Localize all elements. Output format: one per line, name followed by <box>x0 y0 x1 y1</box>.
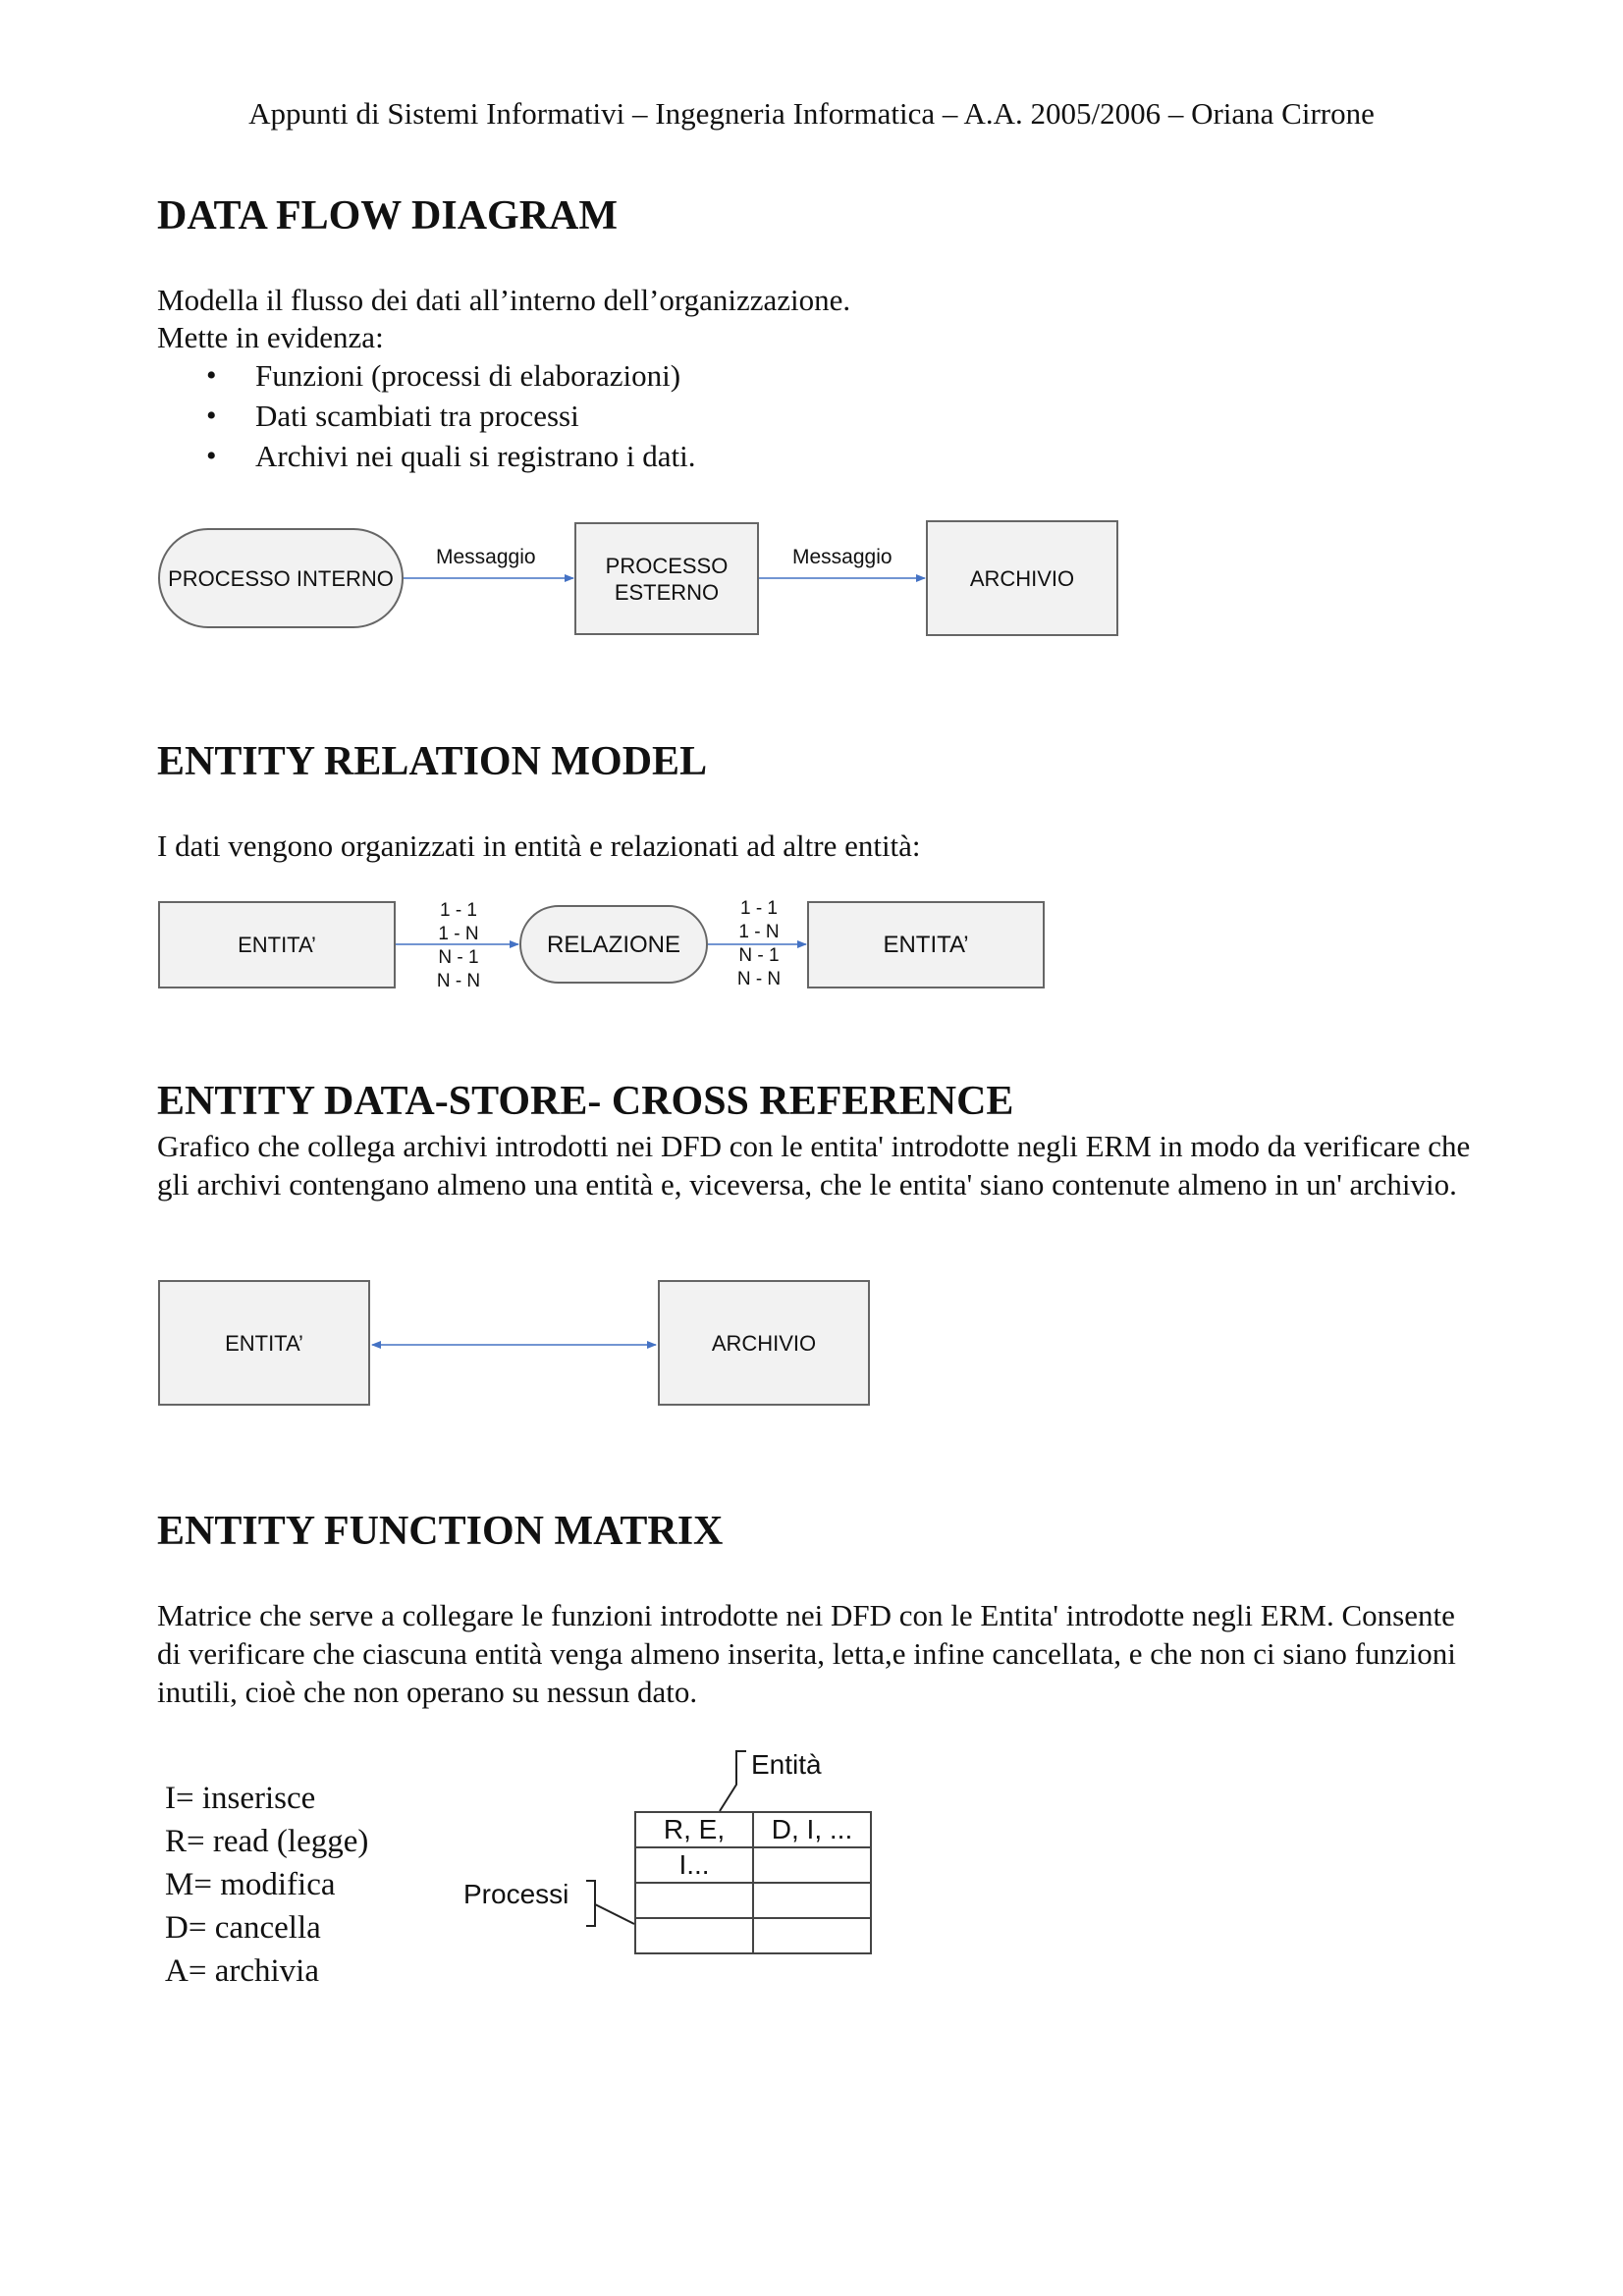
cardinality-item: N - N <box>436 971 481 991</box>
matrix-cell-text-3: I... <box>678 1849 710 1880</box>
dfd-intro-2: Mette in evidenza: <box>157 320 384 354</box>
cardinality-item: N - 1 <box>738 945 780 966</box>
callout-process-bracket <box>586 1881 595 1926</box>
section-title-cross-reference: ENTITY DATA-STORE- CROSS REFERENCE <box>157 1079 1014 1124</box>
section-title-efm: ENTITY FUNCTION MATRIX <box>157 1509 724 1554</box>
dfd-edge-label-2: Messaggio <box>792 546 893 568</box>
matrix-callout-entity: Entità <box>751 1749 822 1780</box>
dfd-node-archive-label: ARCHIVIO <box>969 565 1075 591</box>
matrix-cell-text-2: D, I, ... <box>771 1814 853 1844</box>
legend-item: M= modifica <box>165 1867 336 1902</box>
callout-entity-line <box>720 1751 746 1811</box>
legend-item: I= inserisce <box>165 1781 316 1816</box>
erm-entity-right-label: ENTITA’ <box>883 932 969 958</box>
matrix-callout-process: Processi <box>463 1879 569 1909</box>
legend-item: R= read (legge) <box>165 1824 369 1859</box>
dfd-node-internal-process-label: PROCESSO INTERNO <box>168 565 394 591</box>
dfd-edge-label-1: Messaggio <box>436 546 536 568</box>
list-item: • Archivi nei quali si registrano i dati. <box>196 436 696 476</box>
section-title-erm: ENTITY RELATION MODEL <box>157 739 708 784</box>
dfd-node-external-process-label-2: ESTERNO <box>614 579 720 605</box>
erm-relation-label: RELAZIONE <box>546 931 681 958</box>
cross-archive-label: ARCHIVIO <box>711 1330 817 1356</box>
legend-item: D= cancella <box>165 1910 321 1946</box>
efm-text: Matrice che serve a collegare le funzioni introdotte nei DFD con le Entita' introdotte negli ERM. Consente di verificare che ciascuna entità venga almeno inserita, letta,e infine cancellata, e che non ci siano funzioni inutili, cioè che non operano su nessun dato. <box>157 1598 1456 1709</box>
erm-intro: I dati vengono organizzati in entità e relazionati ad altre entità: <box>157 828 921 863</box>
dfd-node-external-process-label-1: PROCESSO <box>605 553 729 578</box>
cardinality-item: 1 - N <box>738 922 780 942</box>
matrix-cell-text-1: R, E, <box>663 1814 726 1844</box>
cardinality-item: N - N <box>736 969 782 989</box>
cardinality-item: 1 - N <box>438 924 479 944</box>
cardinality-item: N - 1 <box>438 947 479 968</box>
callout-process-line <box>595 1904 634 1924</box>
cardinality-item: 1 - 1 <box>739 898 779 919</box>
section-title-dfd: DATA FLOW DIAGRAM <box>157 193 619 239</box>
erm-entity-left-label: ENTITA’ <box>238 933 316 957</box>
dfd-intro-1: Modella il flusso dei dati all’interno dell’organizzazione. <box>157 283 851 317</box>
cardinality-item: 1 - 1 <box>439 900 478 921</box>
list-item: • Funzioni (processi di elaborazioni) <box>196 355 696 396</box>
cross-reference-text: Grafico che collega archivi introdotti nei DFD con le entita' introdotte negli ERM in modo da verificare che gli archivi contengano almeno una entità e, viceversa, che le entita' siano contenute almeno in un' archivio. <box>157 1129 1471 1201</box>
cross-entity-label: ENTITA’ <box>225 1330 303 1356</box>
list-item: • Dati scambiati tra processi <box>196 396 696 436</box>
legend-item: A= archivia <box>165 1953 319 1989</box>
page-header: Appunti di Sistemi Informativi – Ingegneria Informatica – A.A. 2005/2006 – Oriana Cirrone <box>248 96 1375 131</box>
